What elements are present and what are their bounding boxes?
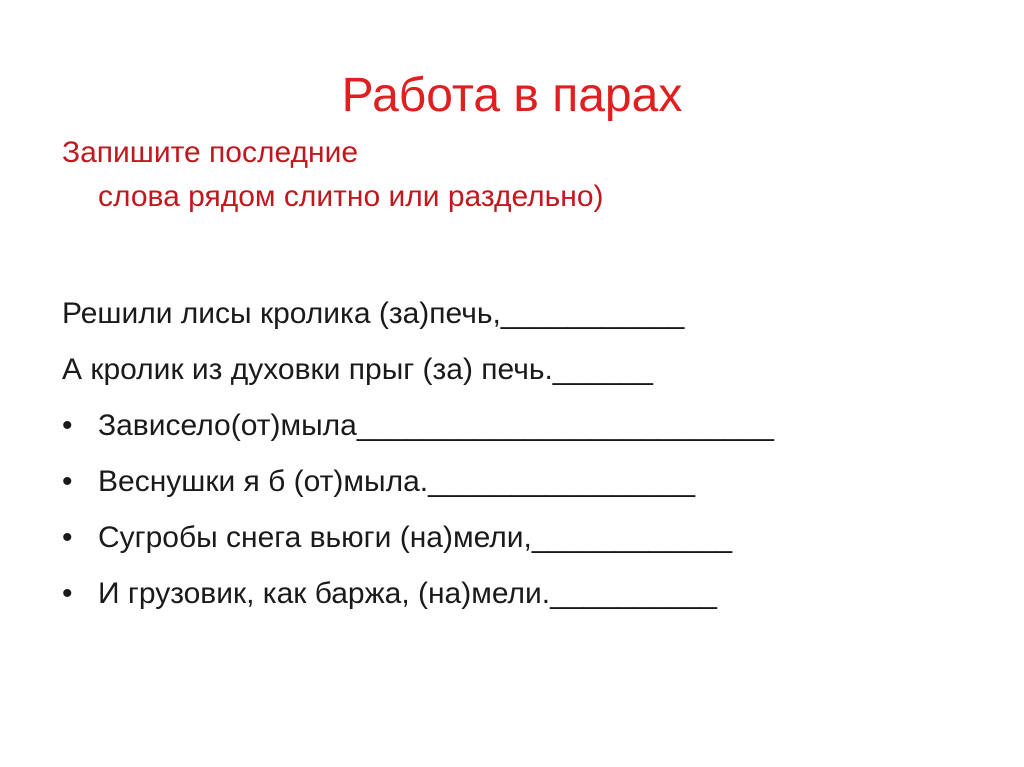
exercise-list <box>62 286 982 622</box>
exercise-line-text: И грузовик, как баржа, (на)мели.__________ <box>98 577 717 610</box>
bullet-icon: • <box>62 465 73 498</box>
exercise-line-text: Зависело(от)мыла_________________________ <box>98 409 774 442</box>
exercise-line <box>62 510 982 566</box>
exercise-line-text: Сугробы снега вьюги (на)мели,____________ <box>98 521 733 554</box>
exercise-line-text: А кролик из духовки прыг (за) печь.______ <box>62 353 653 386</box>
exercise-line-text: Решили лисы кролика (за)печь,___________ <box>62 297 685 330</box>
exercise-line-text: Веснушки я б (от)мыла.________________ <box>98 465 696 498</box>
bullet-icon: • <box>62 521 73 554</box>
exercise-line <box>62 342 982 398</box>
exercise-line <box>62 454 982 510</box>
bullet-icon: • <box>62 409 73 442</box>
bullet-icon: • <box>62 577 73 610</box>
exercise-line <box>62 286 982 342</box>
slide-title: Работа в парах <box>341 69 683 122</box>
instruction-line-2: слова рядом слитно или раздельно) <box>98 180 604 213</box>
instruction-line-1: Запишите последние <box>62 136 359 169</box>
exercise-line <box>62 566 982 622</box>
instruction-text <box>62 134 604 216</box>
exercise-line <box>62 398 982 454</box>
